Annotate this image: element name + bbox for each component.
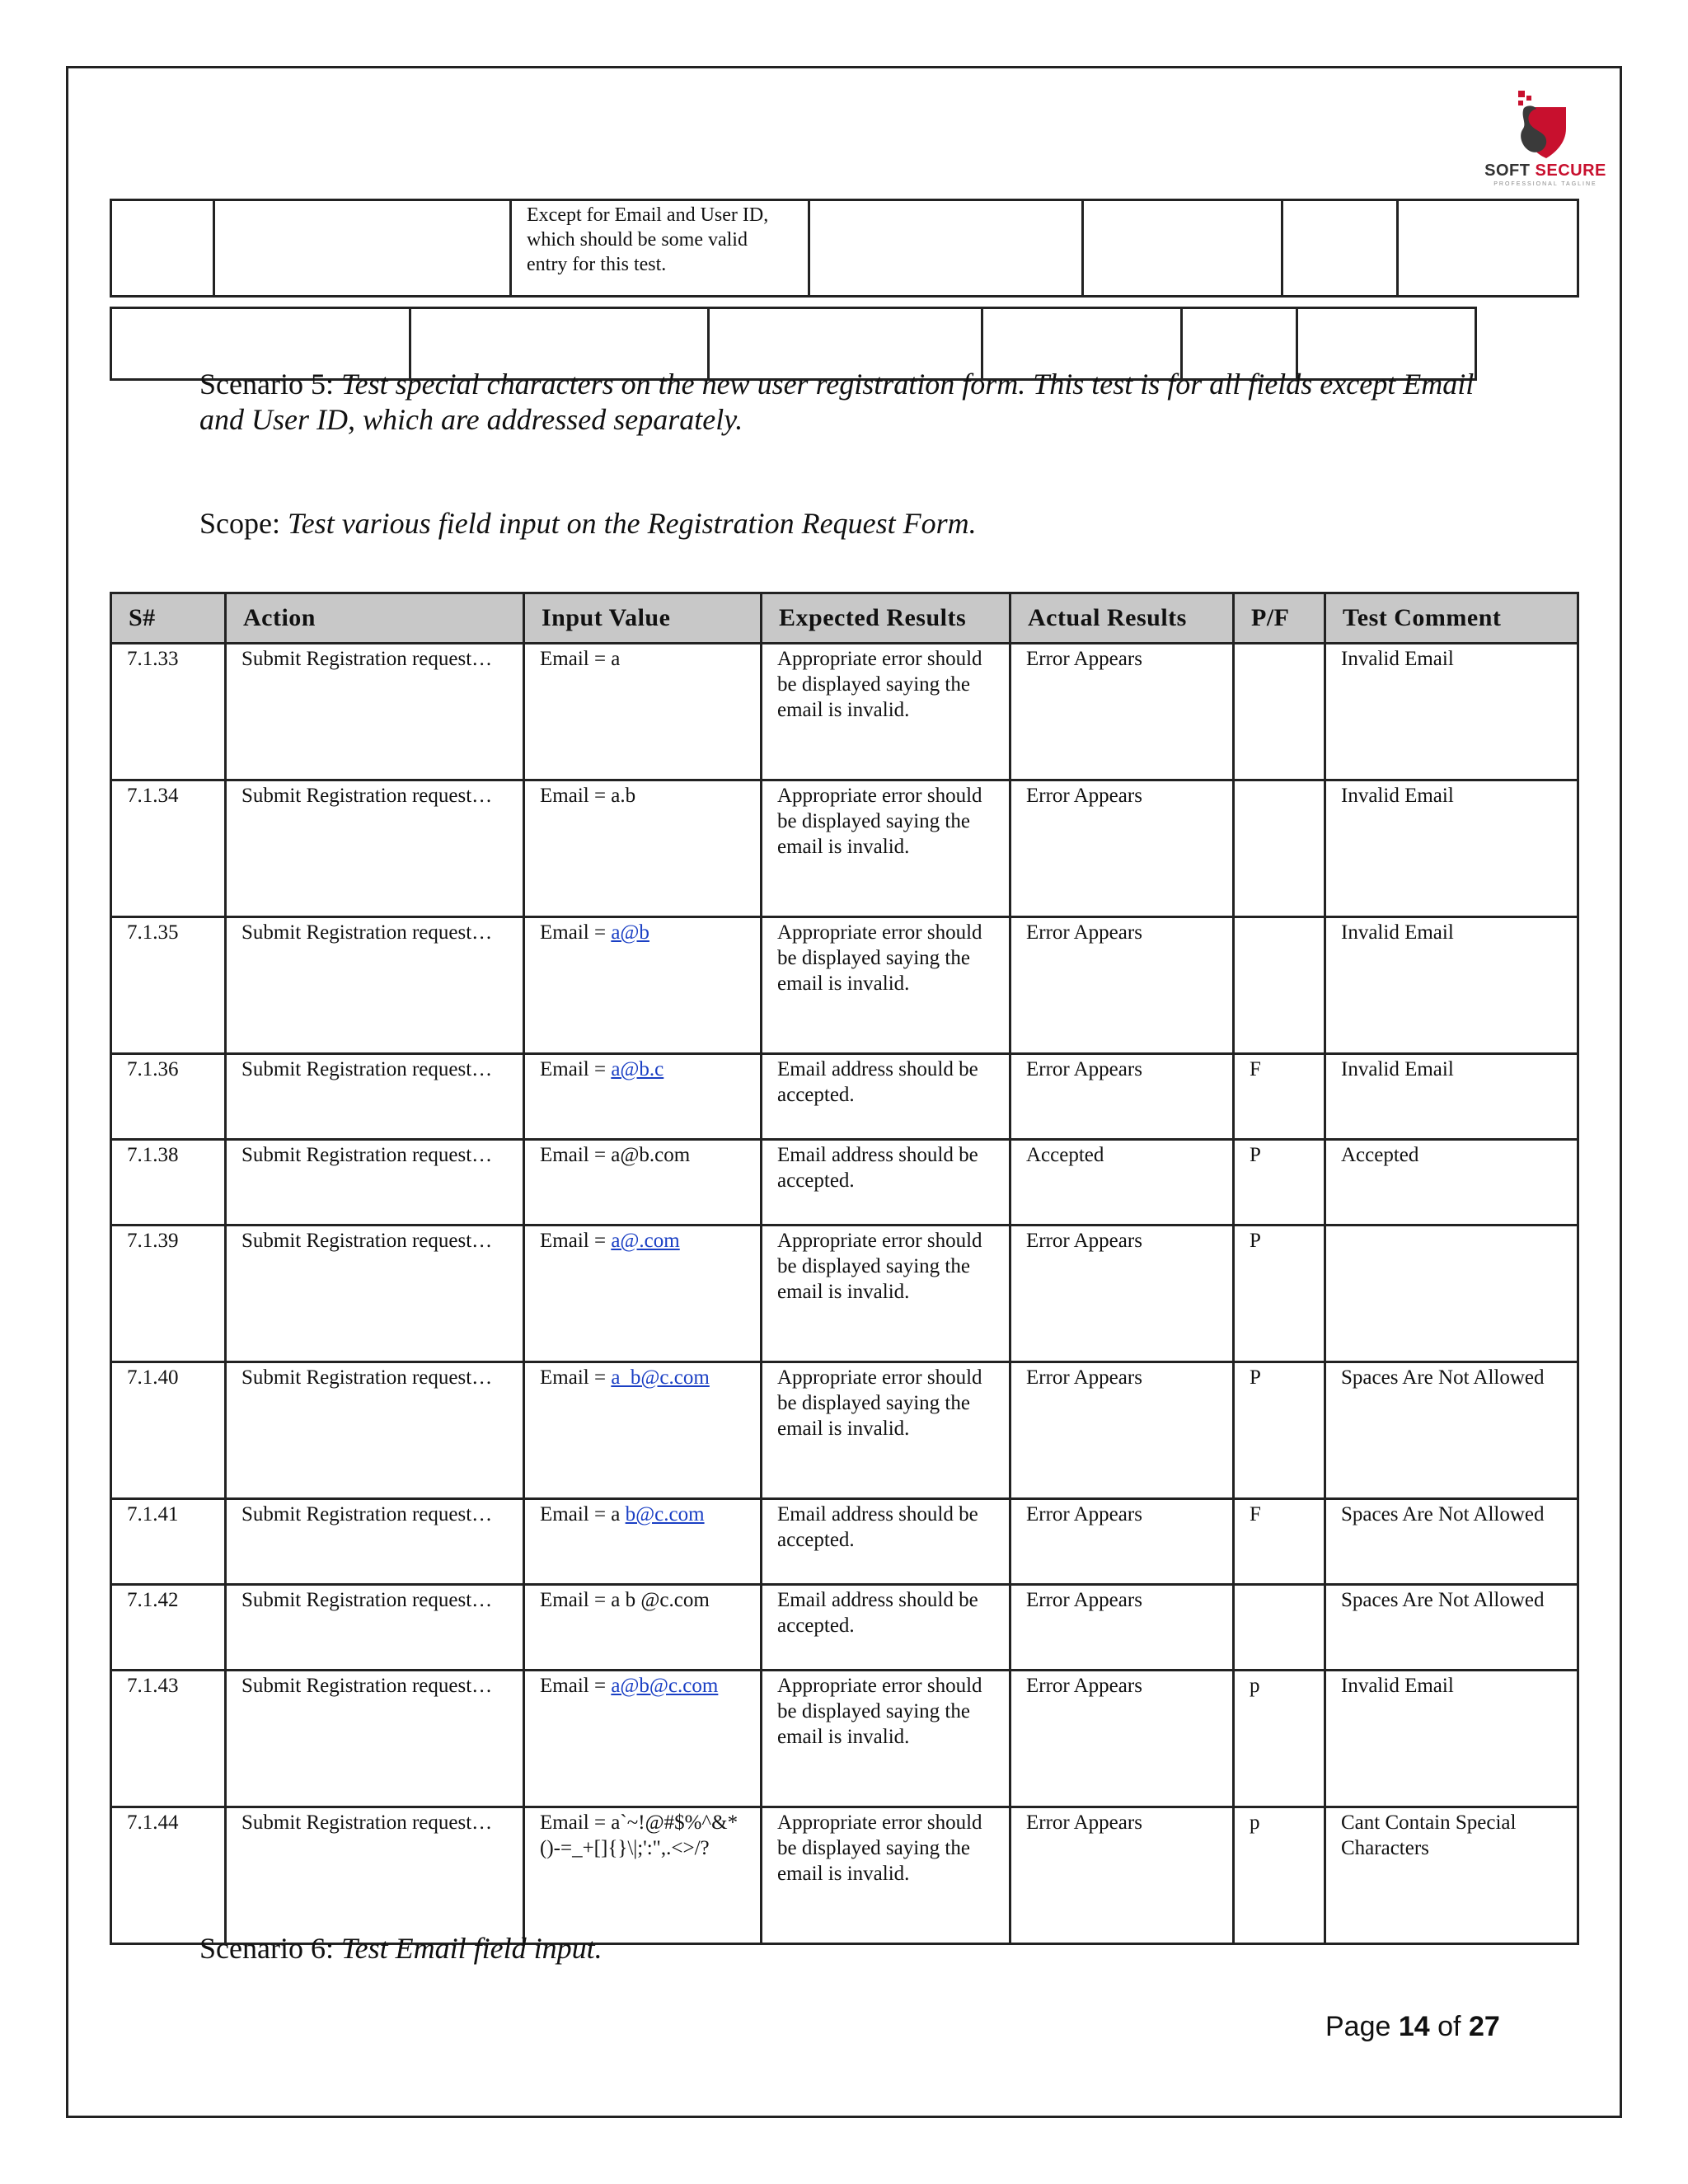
table-header-row — [111, 593, 1578, 644]
table-cell — [1083, 200, 1282, 297]
cell-action: Submit Registration request… — [226, 1140, 524, 1226]
cell-action: Submit Registration request… — [226, 1362, 524, 1499]
cell-input-value — [524, 1499, 762, 1585]
cell-input-value — [524, 1807, 762, 1944]
cell-expected: Appropriate error should be displayed saying the email is invalid. — [762, 1807, 1010, 1944]
cell-input-value — [524, 917, 762, 1054]
cell-action: Submit Registration request… — [226, 1585, 524, 1671]
cell-sno: 7.1.38 — [111, 1140, 226, 1226]
scenario-5-label: Scenario 5: — [199, 368, 341, 401]
cell-pf: P — [1234, 1362, 1325, 1499]
table-row — [111, 644, 1578, 780]
input-value-text: Email = a b @c.com — [540, 1589, 710, 1611]
page-current: 14 — [1398, 2011, 1430, 2042]
cell-actual: Error Appears — [1010, 917, 1234, 1054]
logo-word-secure: SECURE — [1535, 162, 1606, 180]
cell-actual: Error Appears — [1010, 1362, 1234, 1499]
cell-action: Submit Registration request… — [226, 644, 524, 780]
cell-input-value — [524, 1671, 762, 1807]
shield-logo-icon — [1475, 89, 1615, 163]
table-cell — [1398, 200, 1578, 297]
table-row — [111, 1807, 1578, 1944]
scope-paragraph — [199, 506, 977, 541]
cell-action: Submit Registration request… — [226, 1226, 524, 1362]
input-value-text: Email = — [540, 1366, 612, 1389]
table-row — [111, 1671, 1578, 1807]
cell-input-value — [524, 1585, 762, 1671]
cell-action: Submit Registration request… — [226, 1499, 524, 1585]
table-cell: Except for Email and User ID, which should be some valid entry for this test. — [511, 200, 809, 297]
table-cell — [214, 200, 511, 297]
email-link[interactable]: a@b.c — [611, 1058, 664, 1080]
cell-comment: Spaces Are Not Allowed — [1325, 1362, 1578, 1499]
cell-comment — [1325, 1226, 1578, 1362]
cell-expected: Email address should be accepted. — [762, 1499, 1010, 1585]
cell-pf: F — [1234, 1499, 1325, 1585]
email-link[interactable]: a_b@c.com — [611, 1366, 710, 1389]
cell-expected: Appropriate error should be displayed saying the email is invalid. — [762, 1362, 1010, 1499]
cell-actual: Error Appears — [1010, 1054, 1234, 1140]
email-link[interactable]: a@b — [611, 921, 649, 944]
header-input-value: Input Value — [524, 593, 762, 644]
table-row — [111, 1140, 1578, 1226]
header-sno: S# — [111, 593, 226, 644]
input-value-text: Email = a — [540, 1503, 626, 1526]
cell-sno: 7.1.36 — [111, 1054, 226, 1140]
input-value-text: Email = a — [540, 648, 621, 670]
input-value-text: Email = a.b — [540, 785, 636, 807]
cell-comment: Invalid Email — [1325, 1671, 1578, 1807]
cell-input-value — [524, 644, 762, 780]
cell-pf: P — [1234, 1226, 1325, 1362]
cell-pf: p — [1234, 1671, 1325, 1807]
cell-actual: Error Appears — [1010, 780, 1234, 917]
email-link[interactable]: b@c.com — [625, 1503, 705, 1526]
cell-sno: 7.1.35 — [111, 917, 226, 1054]
cell-input-value — [524, 1226, 762, 1362]
cell-expected: Email address should be accepted. — [762, 1054, 1010, 1140]
cell-action: Submit Registration request… — [226, 1054, 524, 1140]
input-value-text: Email = — [540, 1230, 612, 1252]
input-value-text: Email = — [540, 1675, 612, 1697]
cell-input-value — [524, 780, 762, 917]
table-row — [111, 1054, 1578, 1140]
cell-actual: Error Appears — [1010, 1671, 1234, 1807]
cell-sno: 7.1.40 — [111, 1362, 226, 1499]
table-cell — [111, 200, 214, 297]
header-pass-fail: P/F — [1234, 593, 1325, 644]
cell-actual: Accepted — [1010, 1140, 1234, 1226]
cell-sno: 7.1.41 — [111, 1499, 226, 1585]
page-total: 27 — [1468, 2011, 1500, 2042]
cell-pf — [1234, 1585, 1325, 1671]
cell-sno: 7.1.42 — [111, 1585, 226, 1671]
cell-sno: 7.1.44 — [111, 1807, 226, 1944]
soft-secure-logo — [1475, 89, 1615, 188]
cell-action: Submit Registration request… — [226, 1671, 524, 1807]
input-value-text: Email = — [540, 1058, 612, 1080]
scope-label: Scope: — [199, 507, 288, 540]
cell-expected: Appropriate error should be displayed saying the email is invalid. — [762, 1671, 1010, 1807]
cell-pf: F — [1234, 1054, 1325, 1140]
table-cell — [809, 200, 1083, 297]
cell-pf — [1234, 644, 1325, 780]
header-expected-results: Expected Results — [762, 593, 1010, 644]
cell-comment: Cant Contain Special Characters — [1325, 1807, 1578, 1944]
cell-comment: Accepted — [1325, 1140, 1578, 1226]
cell-pf: p — [1234, 1807, 1325, 1944]
scenario-5-paragraph — [199, 367, 1485, 438]
test-case-table — [110, 592, 1579, 1945]
cell-action: Submit Registration request… — [226, 780, 524, 917]
page-of: of — [1429, 2011, 1469, 2042]
email-link[interactable]: a@.com — [611, 1230, 680, 1252]
cell-expected: Appropriate error should be displayed saying the email is invalid. — [762, 644, 1010, 780]
input-value-text: Email = a@b.com — [540, 1144, 691, 1166]
cell-pf — [1234, 917, 1325, 1054]
cell-expected: Appropriate error should be displayed saying the email is invalid. — [762, 1226, 1010, 1362]
table-row — [111, 1226, 1578, 1362]
page-label: Page — [1325, 2011, 1399, 2042]
table-row — [111, 1499, 1578, 1585]
cell-input-value — [524, 1140, 762, 1226]
cell-sno: 7.1.34 — [111, 780, 226, 917]
cell-comment: Invalid Email — [1325, 917, 1578, 1054]
cell-expected: Appropriate error should be displayed saying the email is invalid. — [762, 780, 1010, 917]
scenario-6-paragraph — [199, 1931, 603, 1966]
cell-action: Submit Registration request… — [226, 917, 524, 1054]
scope-text: Test various field input on the Registration Request Form. — [287, 507, 977, 540]
cell-sno: 7.1.33 — [111, 644, 226, 780]
cell-expected: Email address should be accepted. — [762, 1140, 1010, 1226]
table-row — [111, 200, 1578, 297]
cell-comment: Spaces Are Not Allowed — [1325, 1585, 1578, 1671]
cell-actual: Error Appears — [1010, 1499, 1234, 1585]
email-link[interactable]: a@b@c.com — [611, 1675, 719, 1697]
cell-input-value — [524, 1054, 762, 1140]
cell-comment: Invalid Email — [1325, 780, 1578, 917]
cell-expected: Appropriate error should be displayed saying the email is invalid. — [762, 917, 1010, 1054]
cell-sno: 7.1.43 — [111, 1671, 226, 1807]
header-test-comment: Test Comment — [1325, 593, 1578, 644]
cell-actual: Error Appears — [1010, 1585, 1234, 1671]
scenario-6-label: Scenario 6: — [199, 1932, 341, 1965]
table-row — [111, 780, 1578, 917]
cell-input-value — [524, 1362, 762, 1499]
input-value-text: Email = — [540, 921, 612, 944]
input-value-text: Email = a`~!@#$%^&*()-=_+[]{}\|;':",.<>/? — [540, 1811, 738, 1859]
table-row — [111, 1362, 1578, 1499]
cell-actual: Error Appears — [1010, 1226, 1234, 1362]
logo-tagline: PROFESSIONAL TAGLINE — [1493, 181, 1597, 187]
previous-table-fragment — [110, 199, 1579, 298]
page-number — [1325, 2011, 1500, 2043]
cell-expected: Email address should be accepted. — [762, 1585, 1010, 1671]
cell-comment: Invalid Email — [1325, 1054, 1578, 1140]
logo-word-soft: SOFT — [1484, 162, 1531, 180]
scenario-6-text: Test Email field input. — [340, 1932, 603, 1965]
cell-pf — [1234, 780, 1325, 917]
header-actual-results: Actual Results — [1010, 593, 1234, 644]
cell-sno: 7.1.39 — [111, 1226, 226, 1362]
table-cell — [1282, 200, 1398, 297]
cell-actual: Error Appears — [1010, 644, 1234, 780]
cell-actual: Error Appears — [1010, 1807, 1234, 1944]
cell-pf: P — [1234, 1140, 1325, 1226]
cell-action: Submit Registration request… — [226, 1807, 524, 1944]
table-row — [111, 1585, 1578, 1671]
cell-comment: Spaces Are Not Allowed — [1325, 1499, 1578, 1585]
header-action: Action — [226, 593, 524, 644]
table-row — [111, 917, 1578, 1054]
cell-comment: Invalid Email — [1325, 644, 1578, 780]
scenario-5-text: Test special characters on the new user registration form. This test is for all fields except Email and User ID, which are addressed separately. — [199, 368, 1475, 436]
